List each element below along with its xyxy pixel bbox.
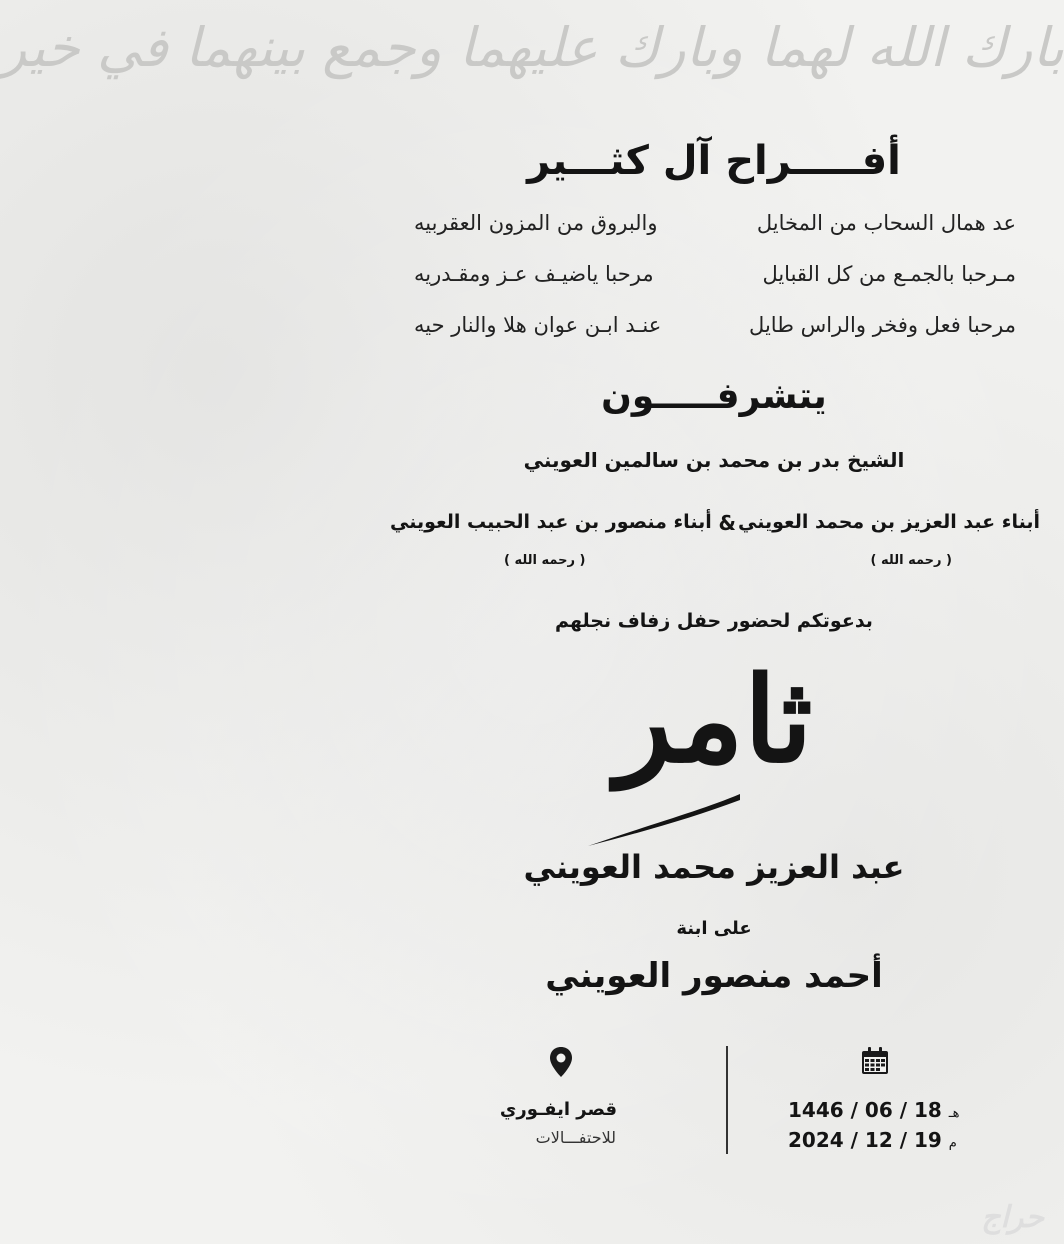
groom-name-calligraphy: ثامر: [615, 650, 813, 789]
family-wedding-title: أفـــــراح آل كثـــير: [527, 138, 901, 184]
watermark-logo: حراج: [981, 1200, 1044, 1235]
hijri-date-value: 18 / 06 / 1446: [788, 1098, 942, 1122]
daughter-of-label: على ابنة: [676, 918, 752, 939]
hijri-date-suffix: هـ: [948, 1106, 960, 1121]
calligraphy-swash: [582, 790, 742, 850]
poem-line-3-right: مرحبا فعل وفخر والراس طايل: [749, 313, 1016, 337]
details-divider: [726, 1046, 728, 1154]
ampersand: &: [718, 511, 736, 535]
sons-group-b: أبناء منصور بن عبد الحبيب العويني: [390, 511, 712, 533]
gregorian-date: [788, 1128, 957, 1152]
poem-line-3-left: عنـد ابـن عوان هلا والنار حيه: [414, 313, 662, 337]
honored-heading: يتشرفـــــون: [601, 376, 827, 417]
bride-father-name: أحمد منصور العويني: [545, 956, 883, 996]
gregorian-date-value: 19 / 12 / 2024: [788, 1128, 942, 1152]
groom-father-name: عبد العزيز محمد العويني: [523, 848, 905, 886]
sheikh-name: الشيخ بدر بن محمد بن سالمين العويني: [523, 448, 905, 472]
poem-line-2-left: مرحبا ياضيـف عـز ومقـدريه: [414, 262, 654, 286]
gregorian-date-suffix: م: [948, 1136, 957, 1151]
poem-line-2-right: مـرحبا بالجمـع من كل القبايل: [762, 262, 1016, 286]
rip-note-b: ( رحمه الله ): [504, 553, 586, 568]
sons-group-a: أبناء عبد العزيز بن محمد العويني: [738, 511, 1040, 533]
poem-line-1-right: عد همال السحاب من المخايل: [756, 211, 1016, 235]
blessing-calligraphy-header: بارك الله لهما وبارك عليهما وجمع بينهما في خير: [0, 16, 1064, 79]
rip-note-a: ( رحمه الله ): [870, 553, 952, 568]
location-pin-icon: [548, 1046, 574, 1078]
invitation-text: بدعوتكم لحضور حفل زفاف نجلهم: [555, 610, 873, 632]
hijri-date: [788, 1098, 959, 1122]
venue-name: قصر ايفـوري: [499, 1099, 617, 1120]
venue-subtitle: للاحتفـــالات: [535, 1128, 616, 1147]
calendar-icon: [860, 1046, 890, 1076]
poem-line-1-left: والبروق من المزون العقربيه: [414, 211, 658, 235]
